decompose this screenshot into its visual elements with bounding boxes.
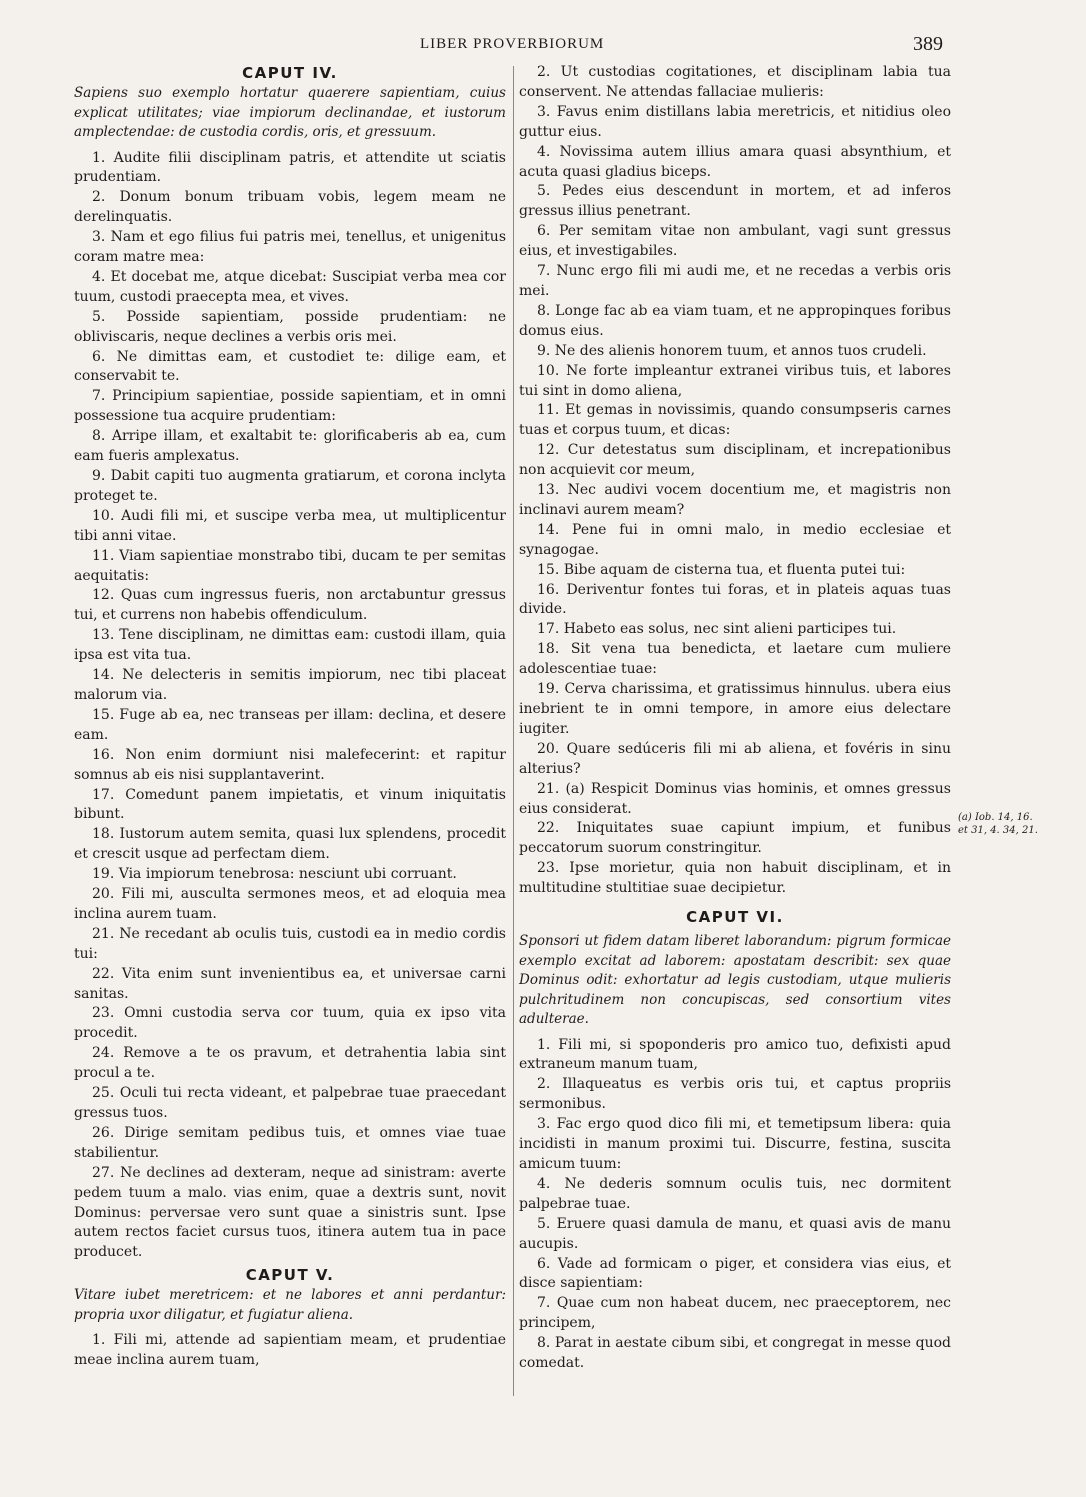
chapter-6-verses xyxy=(519,1036,951,1374)
verse: 1. Audite filii disciplinam patris, et attendite ut sciatis prudentiam. xyxy=(74,149,506,186)
verse: 18. Sit vena tua benedicta, et laetare cum muliere adolescentiae tuae: xyxy=(519,641,951,678)
verse: 12. Cur detestatus sum disciplinam, et increpationibus non acquievit cor meum, xyxy=(519,442,951,479)
verse: 16. Non enim dormiunt nisi malefecerint: et rapitur somnus ab eis nisi supplantaverint. xyxy=(74,746,506,783)
verse: 4. Et docebat me, atque dicebat: Suscipiat verba mea cor tuum, custodi praecepta mea, et vives. xyxy=(74,268,506,305)
verse: 10. Ne forte impleantur extranei viribus tuis, et labores tui sint in domo aliena, xyxy=(519,362,951,399)
left-column xyxy=(74,63,506,1371)
marginal-note: (a) Iob. 14, 16. et 31, 4. 34, 21. xyxy=(958,812,1038,836)
verse: 25. Oculi tui recta videant, et palpebrae tuae praecedant gressus tuos. xyxy=(74,1085,506,1121)
verse: 17. Comedunt panem impietatis, et vinum iniquitatis bibunt. xyxy=(74,786,506,823)
verse: 11. Viam sapientiae monstrabo tibi, ducam te per semitas aequitatis: xyxy=(74,547,506,584)
chapter-4-verses xyxy=(74,149,506,1264)
verse: 27. Ne declines ad dexteram, neque ad sinistram: averte pedem tuum a malo. vias enim, quae a dextris sunt, novit Dominus: perversae vero sunt quae a sinistris sunt. Ipse autem rectos faciet cursus tuos, itinera autem tua in pace producet. xyxy=(74,1164,506,1261)
verse: 14. Pene fui in omni malo, in medio ecclesiae et synagogae. xyxy=(519,521,951,558)
verse: 8. Longe fac ab ea viam tuam, et ne appropinques foribus domus eius. xyxy=(519,302,951,339)
verse: 6. Per semitam vitae non ambulant, vagi sunt gressus eius, et investigabiles. xyxy=(519,223,951,260)
chapter-5-summary: Vitare iubet meretricem: et ne labores et anni perdantur: propria uxor diligatur, et fugiatur aliena. xyxy=(74,1287,506,1323)
chapter-6-title: CAPUT VI. xyxy=(686,908,784,927)
verse: 3. Fac ergo quod dico fili mi, et temetipsum libera: quia incidisti in manum proximi tui. Discurre, festina, suscita amicum tuum: xyxy=(519,1116,951,1172)
verse: 9. Dabit capiti tuo augmenta gratiarum, et corona inclyta proteget te. xyxy=(74,468,506,504)
verse: 5. Eruere quasi damula de manu, et quasi avis de manu aucupis. xyxy=(519,1215,951,1252)
running-title: LIBER PROVERBIORUM xyxy=(420,36,605,52)
verse: 4. Novissima autem illius amara quasi absynthium, et acuta quasi gladius biceps. xyxy=(519,143,951,180)
verse: 21. (a) Respicit Dominus vias hominis, et omnes gressus eius considerat. xyxy=(519,780,951,817)
verse: 3. Nam et ego filius fui patris mei, tenellus, et unigenitus coram matre mea: xyxy=(74,229,506,266)
verse: 2. Illaqueatus es verbis oris tui, et captus propriis sermonibus. xyxy=(519,1076,951,1113)
verse: 3. Favus enim distillans labia meretricis, et nitidius oleo guttur eius. xyxy=(519,103,951,140)
verse: 6. Ne dimittas eam, et custodiet te: dilige eam, et conservabit te. xyxy=(74,348,506,385)
verse: 16. Deriventur fontes tui foras, et in plateis aquas tuas divide. xyxy=(519,581,951,618)
verse: 7. Quae cum non habeat ducem, nec praeceptorem, nec principem, xyxy=(519,1295,951,1332)
verse: 20. Quare sedúceris fili mi ab aliena, et fovéris in sinu alterius? xyxy=(519,740,951,777)
page-number: 389 xyxy=(913,33,943,55)
chapter-5-verses-left xyxy=(74,1331,506,1371)
verse: 1. Fili mi, attende ad sapientiam meam, et prudentiae meae inclina aurem tuam, xyxy=(74,1332,506,1369)
verse: 1. Fili mi, si spoponderis pro amico tuo, defixisti apud extraneum manum tuam, xyxy=(519,1036,951,1073)
verse: 2. Ut custodias cogitationes, et disciplinam labia tua conservent. Ne attendas fallaciae mulieris: xyxy=(519,64,951,100)
verse: 11. Et gemas in novissimis, quando consumpseris carnes tuas et corpus tuum, et dicas: xyxy=(519,402,951,439)
verse: 14. Ne delecteris in semitis impiorum, nec tibi placeat malorum via. xyxy=(74,667,506,703)
verse: 22. Vita enim sunt invenientibus ea, et universae carni sanitas. xyxy=(74,965,506,1002)
verse: 10. Audi fili mi, et suscipe verba mea, ut multiplicentur tibi anni vitae. xyxy=(74,507,506,544)
verse: 7. Principium sapientiae, posside sapientiam, et in omni possessione tua acquire prudentiam: xyxy=(74,388,506,425)
verse: 8. Parat in aestate cibum sibi, et congregat in messe quod comedat. xyxy=(519,1335,951,1372)
verse: 15. Fuge ab ea, nec transeas per illam: declina, et desere eam. xyxy=(74,706,506,743)
verse: 23. Omni custodia serva cor tuum, quia ex ipso vita procedit. xyxy=(74,1005,506,1042)
chapter-5-verses-right xyxy=(519,63,951,899)
verse: 2. Donum bonum tribuam vobis, legem meam ne derelinquatis. xyxy=(74,189,506,226)
verse: 13. Nec audivi vocem docentium me, et magistris non inclinavi aurem meam? xyxy=(519,482,951,518)
verse: 24. Remove a te os pravum, et detrahentia labia sint procul a te. xyxy=(74,1045,506,1082)
right-column xyxy=(519,63,951,1374)
verse: 5. Posside sapientiam, posside prudentiam: ne obliviscaris, neque declines a verbis oris mei. xyxy=(74,308,506,345)
verse: 26. Dirige semitam pedibus tuis, et omnes viae tuae stabilientur. xyxy=(74,1124,506,1161)
chapter-6-summary: Sponsori ut fidem datam liberet laborandum: pigrum formicae exemplo excitat ad laborem: apostatam describit: sex quae Dominus odit: exhortatur ad legis custodiam, utque mulieris pulchritudinem non concupiscas, sed consortium vites adulterae. xyxy=(519,933,951,1028)
verse: 22. Iniquitates suae capiunt impium, et funibus peccatorum suorum constringitur. xyxy=(519,820,951,857)
verse: 17. Habeto eas solus, nec sint alieni participes tui. xyxy=(537,621,897,638)
verse: 9. Ne des alienis honorem tuum, et annos tuos crudeli. xyxy=(537,342,927,359)
verse: 5. Pedes eius descendunt in mortem, et ad inferos gressus illius penetrant. xyxy=(519,183,951,220)
verse: 8. Arripe illam, et exaltabit te: glorificaberis ab ea, cum eam fueris amplexatus. xyxy=(74,428,506,465)
verse: 15. Bibe aquam de cisterna tua, et fluenta putei tui: xyxy=(537,561,906,578)
verse: 19. Via impiorum tenebrosa: nesciunt ubi corruant. xyxy=(92,866,457,883)
verse: 21. Ne recedant ab oculis tuis, custodi ea in medio cordis tui: xyxy=(74,925,506,962)
verse: 20. Fili mi, ausculta sermones meos, et ad eloquia mea inclina aurem tuam. xyxy=(74,886,506,922)
verse: 23. Ipse morietur, quia non habuit disciplinam, et in multitudine stultitiae suae decipietur. xyxy=(519,860,951,897)
verse: 4. Ne dederis somnum oculis tuis, nec dormitent palpebrae tuae. xyxy=(519,1175,951,1212)
chapter-4-summary: Sapiens suo exemplo hortatur quaerere sapientiam, cuius explicat utilitates; viae impiorum declinandae, et iustorum amplectendae: de custodia cordis, oris, et gressuum. xyxy=(74,85,506,140)
chapter-5-title: CAPUT V. xyxy=(245,1266,335,1285)
verse: 6. Vade ad formicam o piger, et considera vias eius, et disce sapientiam: xyxy=(519,1255,951,1292)
verse: 7. Nunc ergo fili mi audi me, et ne recedas a verbis oris mei. xyxy=(519,263,951,299)
verse: 13. Tene disciplinam, ne dimittas eam: custodi illam, quia ipsa est vita tua. xyxy=(74,627,506,664)
verse: 19. Cerva charissima, et gratissimus hinnulus. ubera eius inebrient te in omni tempore, in amore eius delectare iugiter. xyxy=(519,681,951,737)
verse: 18. Iustorum autem semita, quasi lux splendens, procedit et crescit usque ad perfectam diem. xyxy=(74,826,506,863)
chapter-4-title: CAPUT IV. xyxy=(242,64,338,82)
column-divider xyxy=(513,66,514,1396)
verse: 12. Quas cum ingressus fueris, non arctabuntur gressus tui, et currens non habebis offendiculum. xyxy=(74,587,506,624)
